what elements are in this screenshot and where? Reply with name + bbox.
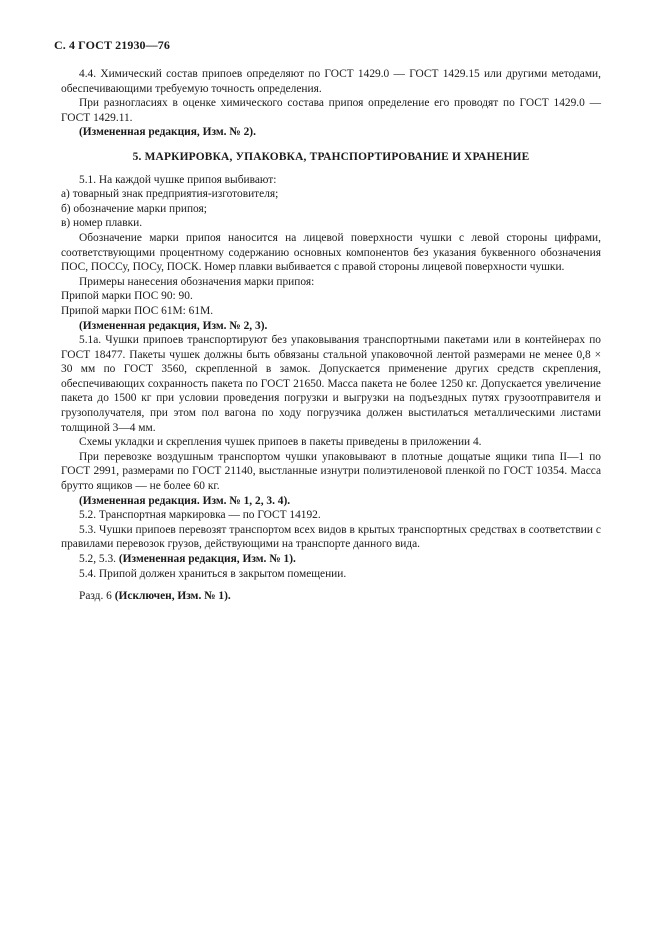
section-5-title: 5. МАРКИРОВКА, УПАКОВКА, ТРАНСПОРТИРОВАНИЕ И ХРАНЕНИЕ bbox=[132, 150, 530, 163]
amendment-note: (Измененная редакция, Изм. № 1). bbox=[118, 553, 296, 565]
list-item: в) номер плавки. bbox=[61, 217, 143, 230]
examples-intro: Примеры нанесения обозначения марки припоя: bbox=[79, 275, 315, 288]
example-item: Припой марки ПОС 61М: 61М. bbox=[61, 304, 214, 317]
clause-5-2-5-3-amendment bbox=[61, 552, 601, 567]
clause-5-2: 5.2. Транспортная маркировка — по ГОСТ 14192. bbox=[79, 509, 321, 522]
amendment-note: (Измененная редакция. Изм. № 1, 2, 3. 4). bbox=[79, 494, 291, 507]
clause-4-4-disputes: При разногласиях в оценке химического состава припоя определение его проводят по ГОСТ 1429.0 — ГОСТ 1429.11. bbox=[61, 97, 601, 124]
clause-mark-designation: Обозначение марки припоя наносится на лицевой поверхности чушки с левой стороны цифрами, соответствующими процентному содержанию основных компонентов без указания буквенного обозначения ПОС, ПОССу, ПОСу, ПОСК. Номер плавки выбивается с правой стороны лицевой поверхности чушки. bbox=[61, 231, 601, 274]
page-header: С. 4 ГОСТ 21930—76 bbox=[54, 38, 170, 52]
clause-5-3: 5.3. Чушки припоев перевозят транспортом всех видов в крытых транспортных средствах в соответствии с правилами перевозок грузов, действующими на транспорте данного вида. bbox=[61, 523, 601, 551]
exclusion-note: (Исключен, Изм. № 1). bbox=[114, 590, 231, 603]
amendment-note: (Измененная редакция, Изм. № 2, 3). bbox=[79, 319, 268, 332]
list-item: а) товарный знак предприятия-изготовителя; bbox=[61, 188, 279, 201]
example-item: Припой марки ПОС 90: 90. bbox=[61, 290, 193, 303]
section-6-note bbox=[61, 589, 601, 604]
amendment-note: (Измененная редакция, Изм. № 2). bbox=[79, 126, 256, 139]
clause-5-1: 5.1. На каждой чушке припоя выбивают: bbox=[79, 173, 277, 186]
list-item: б) обозначение марки припоя; bbox=[61, 202, 207, 215]
section-ref: Разд. 6 bbox=[79, 590, 112, 603]
clause-5-1a: 5.1а. Чушки припоев транспортируют без упаковывания транспортными пакетами или в контейнерах по ГОСТ 18477. Пакеты чушек должны быть обвязаны стальной упаковочной лентой размерами не менее 0,8 × 30 мм по ГОСТ 3560, скрепленной в замок. Допускается применение других средств скрепления, обеспечивающих сохранность пакета по ГОСТ 21650. Масса пакета не более 1250 кг. Допускается увеличение пакета до 1500 кг при условии проведения погрузки и выгрузки на подъездных путях грузоотправителя и грузополучателя, при этом пол вагона по ходу погрузчика должен выстилаться металлическими листами толщиной 3—4 мм. bbox=[61, 334, 601, 434]
clause-schemes: Схемы укладки и скрепления чушек припоев в пакеты приведены в приложении 4. bbox=[79, 436, 482, 449]
clause-5-4: 5.4. Припой должен храниться в закрытом помещении. bbox=[79, 567, 347, 580]
clause-4-4: 4.4. Химический состав припоев определяют по ГОСТ 1429.0 — ГОСТ 1429.15 или другими методами, обеспечивающими требуемую точность определения. bbox=[61, 68, 601, 95]
clause-ref: 5.2, 5.3. bbox=[79, 553, 117, 565]
page-content bbox=[61, 67, 601, 604]
clause-air-transport: При перевозке воздушным транспортом чушки упаковывают в плотные дощатые ящики типа II—1 по ГОСТ 2991, размерами по ГОСТ 21140, выстланные изнутри полиэтиленовой пленкой по ГОСТ 10354. Масса брутто ящиков — не более 60 кг. bbox=[61, 450, 601, 493]
